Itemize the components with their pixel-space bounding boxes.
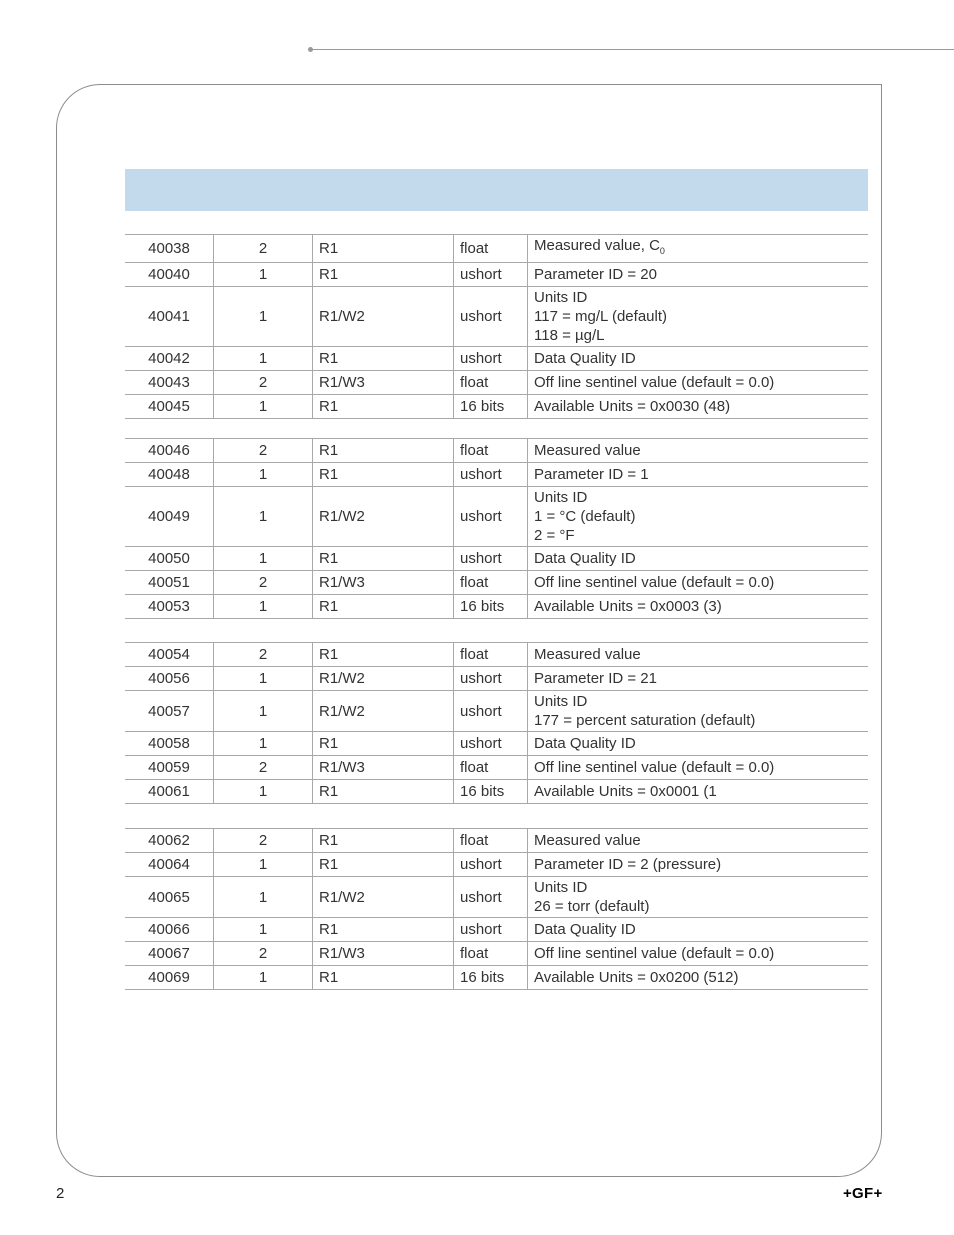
description: Parameter ID = 21 (528, 667, 869, 691)
table-row (125, 780, 868, 804)
register-address: 40067 (148, 945, 190, 962)
access-level: R1 (313, 732, 454, 756)
description: Parameter ID = 20 (528, 263, 869, 287)
access-level: R1 (313, 439, 454, 463)
table-row (125, 463, 868, 487)
table-row (125, 966, 868, 990)
data-type: ushort (454, 287, 528, 347)
access-level: R1/W3 (313, 942, 454, 966)
description: Units ID 26 = torr (default) (528, 877, 869, 918)
data-type: 16 bits (454, 395, 528, 419)
table-row (125, 756, 868, 780)
data-type: float (454, 942, 528, 966)
register-table-group-2 (125, 438, 868, 619)
data-type: ushort (454, 463, 528, 487)
access-level: R1 (313, 829, 454, 853)
access-level: R1 (313, 547, 454, 571)
access-level: R1 (313, 643, 454, 667)
data-type: ushort (454, 918, 528, 942)
access-level: R1/W2 (313, 287, 454, 347)
register-address: 40051 (148, 574, 190, 591)
description: Data Quality ID (528, 918, 869, 942)
table-row (125, 829, 868, 853)
table-row (125, 667, 868, 691)
register-count: 1 (214, 966, 313, 990)
description: Units ID 177 = percent saturation (default) (528, 691, 869, 732)
data-type: ushort (454, 877, 528, 918)
data-type: float (454, 829, 528, 853)
description: Available Units = 0x0200 (512) (528, 966, 869, 990)
description: Available Units = 0x0001 (1 (528, 780, 869, 804)
data-type: 16 bits (454, 780, 528, 804)
table-row (125, 395, 868, 419)
data-type: float (454, 571, 528, 595)
description: Data Quality ID (528, 732, 869, 756)
access-level: R1/W3 (313, 756, 454, 780)
register-address: 40040 (148, 266, 190, 283)
table-row (125, 853, 868, 877)
access-level: R1 (313, 263, 454, 287)
table-row (125, 571, 868, 595)
register-count: 1 (214, 463, 313, 487)
register-address: 40041 (148, 308, 190, 325)
register-count: 1 (214, 487, 313, 547)
register-address: 40059 (148, 759, 190, 776)
register-count: 2 (214, 235, 313, 263)
register-count: 1 (214, 918, 313, 942)
register-count: 1 (214, 263, 313, 287)
register-address: 40053 (148, 598, 190, 615)
register-count: 1 (214, 877, 313, 918)
description: Available Units = 0x0003 (3) (528, 595, 869, 619)
register-count: 2 (214, 571, 313, 595)
table-row (125, 371, 868, 395)
register-count: 1 (214, 780, 313, 804)
access-level: R1 (313, 595, 454, 619)
table-row (125, 942, 868, 966)
header-rule (310, 49, 954, 50)
table-row (125, 918, 868, 942)
access-level: R1 (313, 347, 454, 371)
description: Parameter ID = 1 (528, 463, 869, 487)
register-count: 2 (214, 371, 313, 395)
register-address: 40061 (148, 783, 190, 800)
register-address: 40038 (148, 240, 190, 257)
table-row (125, 487, 868, 547)
description: Measured value, $C_0$ (528, 235, 869, 263)
description: Off line sentinel value (default = 0.0) (528, 371, 869, 395)
register-address: 40066 (148, 921, 190, 938)
register-table-group-3 (125, 642, 868, 804)
access-level: R1/W2 (313, 691, 454, 732)
table-row (125, 877, 868, 918)
access-level: R1 (313, 235, 454, 263)
data-type: float (454, 756, 528, 780)
access-level: R1 (313, 780, 454, 804)
register-address: 40056 (148, 670, 190, 687)
register-count: 1 (214, 853, 313, 877)
access-level: R1/W2 (313, 487, 454, 547)
access-level: R1/W3 (313, 371, 454, 395)
description: Data Quality ID (528, 347, 869, 371)
data-type: float (454, 643, 528, 667)
description: Parameter ID = 2 (pressure) (528, 853, 869, 877)
description: Data Quality ID (528, 547, 869, 571)
register-address: 40064 (148, 856, 190, 873)
access-level: R1 (313, 966, 454, 990)
access-level: R1 (313, 853, 454, 877)
register-count: 2 (214, 643, 313, 667)
register-table-group-4 (125, 828, 868, 990)
register-count: 2 (214, 756, 313, 780)
description: Off line sentinel value (default = 0.0) (528, 756, 869, 780)
table-header-band (125, 169, 868, 211)
register-count: 1 (214, 287, 313, 347)
data-type: ushort (454, 263, 528, 287)
data-type: float (454, 439, 528, 463)
table-row (125, 595, 868, 619)
access-level: R1 (313, 918, 454, 942)
register-table-group-1 (125, 234, 868, 419)
description: Off line sentinel value (default = 0.0) (528, 942, 869, 966)
access-level: R1 (313, 395, 454, 419)
table-row (125, 287, 868, 347)
register-address: 40043 (148, 374, 190, 391)
register-address: 40049 (148, 508, 190, 525)
access-level: R1/W2 (313, 667, 454, 691)
register-count: 2 (214, 439, 313, 463)
register-address: 40062 (148, 832, 190, 849)
access-level: R1/W3 (313, 571, 454, 595)
table-row (125, 347, 868, 371)
register-address: 40045 (148, 398, 190, 415)
table-row (125, 691, 868, 732)
description: Measured value (528, 643, 869, 667)
page-number: 2 (56, 1185, 65, 1202)
table-row (125, 263, 868, 287)
table-row (125, 643, 868, 667)
register-count: 1 (214, 667, 313, 691)
data-type: 16 bits (454, 966, 528, 990)
register-address: 40050 (148, 550, 190, 567)
data-type: ushort (454, 347, 528, 371)
register-count: 1 (214, 347, 313, 371)
data-type: 16 bits (454, 595, 528, 619)
register-address: 40057 (148, 702, 190, 720)
register-address: 40046 (148, 442, 190, 459)
register-address: 40069 (148, 969, 190, 986)
register-address: 40054 (148, 646, 190, 663)
register-count: 1 (214, 595, 313, 619)
data-type: ushort (454, 732, 528, 756)
data-type: ushort (454, 667, 528, 691)
register-count: 2 (214, 829, 313, 853)
register-count: 1 (214, 395, 313, 419)
data-type: float (454, 371, 528, 395)
register-address: 40048 (148, 466, 190, 483)
register-count: 1 (214, 691, 313, 732)
register-address: 40058 (148, 735, 190, 752)
register-count: 2 (214, 942, 313, 966)
description: Available Units = 0x0030 (48) (528, 395, 869, 419)
subscript: 0 (659, 246, 665, 256)
description: Measured value (528, 439, 869, 463)
description: Units ID 1 = °C (default) 2 = °F (528, 487, 869, 547)
table-row (125, 235, 868, 263)
register-count: 1 (214, 547, 313, 571)
register-count: 1 (214, 732, 313, 756)
description: Off line sentinel value (default = 0.0) (528, 571, 869, 595)
register-address: 40042 (148, 350, 190, 367)
data-type: ushort (454, 691, 528, 732)
access-level: R1/W2 (313, 877, 454, 918)
access-level: R1 (313, 463, 454, 487)
data-type: ushort (454, 487, 528, 547)
data-type: ushort (454, 853, 528, 877)
table-row (125, 732, 868, 756)
table-row (125, 439, 868, 463)
data-type: ushort (454, 547, 528, 571)
data-type: float (454, 235, 528, 263)
description: Units ID 117 = mg/L (default) 118 = µg/L (528, 287, 869, 347)
register-address: 40065 (148, 888, 190, 906)
table-row (125, 547, 868, 571)
description: Measured value (528, 829, 869, 853)
gf-logo: +GF+ (843, 1185, 883, 1202)
